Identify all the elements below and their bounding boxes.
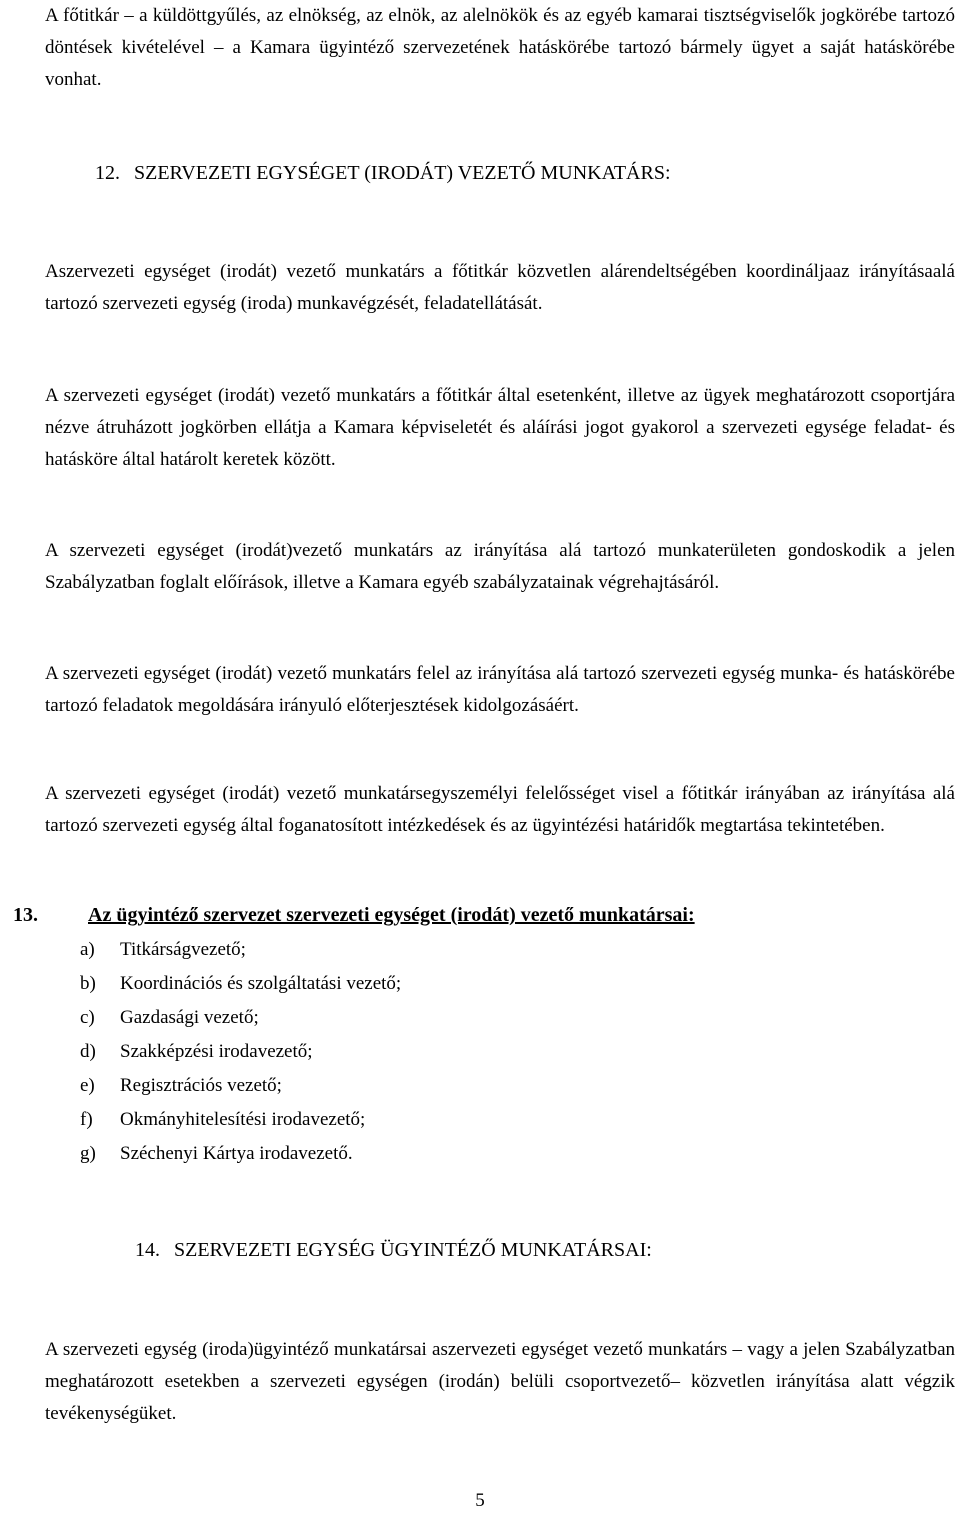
section-12-paragraph-2: A szervezeti egységet (irodát) vezető munkatárs a főtitkár által esetenként, illetve az ügyek meghatározott csoportjára nézve átruházott jogkörben ellátja a Kamara képviseletét és aláírási jogot gyakorol a szervezeti egysége feladat- és hatásköre által határolt keretek között.	[45, 385, 955, 470]
page-number: 5	[475, 1490, 485, 1511]
list-item-text: Regisztrációs vezető;	[120, 1075, 282, 1096]
list-item-text: Gazdasági vezető;	[120, 1007, 259, 1028]
section-12-title: SZERVEZETI EGYSÉGET (IRODÁT) VEZETŐ MUNKATÁRS:	[134, 162, 671, 184]
list-item-text: Titkárságvezető;	[120, 939, 246, 960]
list-item	[80, 1069, 401, 1103]
section-12-number: 12.	[95, 162, 120, 184]
section-14-paragraph: A szervezeti egység (iroda)ügyintéző munkatársai aszervezeti egységet vezető munkatárs – vagy a jelen Szabályzatban meghatározott esetekben a szervezeti egységen (irodán) belüli csoportvezető– közvetlen irányítása alatt végzik tevékenységüket.	[45, 1339, 955, 1424]
section-12-paragraph-4: A szervezeti egységet (irodát) vezető munkatárs felel az irányítása alá tartozó szervezeti egység munka- és hatáskörébe tartozó feladatok megoldására irányuló előterjesztések kidolgozásáért.	[45, 663, 955, 716]
list-marker: d)	[80, 1041, 96, 1062]
list-item	[80, 1001, 401, 1035]
list-item-text: Szakképzési irodavezető;	[120, 1041, 313, 1062]
list-item	[80, 1103, 401, 1137]
list-item	[80, 1137, 401, 1171]
section-12-paragraph-5: A szervezeti egységet (irodát) vezető munkatársegyszemélyi felelősséget visel a főtitkár irányában az irányítása alá tartozó szervezeti egység által foganatosított intézkedések és az ügyintézési határidők megtartása tekintetében.	[45, 783, 955, 836]
list-marker: a)	[80, 939, 95, 960]
section-14-number: 14.	[135, 1239, 160, 1261]
section-13-list	[80, 933, 401, 1171]
section-13-heading	[13, 903, 695, 927]
list-marker: c)	[80, 1007, 95, 1028]
list-item	[80, 967, 401, 1001]
list-marker: b)	[80, 973, 96, 994]
list-item	[80, 933, 401, 967]
list-item-text: Okmányhitelesítési irodavezető;	[120, 1109, 366, 1130]
list-item-text: Széchenyi Kártya irodavezető.	[120, 1143, 353, 1164]
list-item-text: Koordinációs és szolgáltatási vezető;	[120, 973, 402, 994]
section-14-heading	[135, 1238, 652, 1262]
section-13-title: Az ügyintéző szervezet szervezeti egységet (irodát) vezető munkatársai:	[88, 904, 695, 926]
section-13-number: 13.	[13, 904, 38, 926]
list-item	[80, 1035, 401, 1069]
list-marker: f)	[80, 1109, 93, 1130]
list-marker: e)	[80, 1075, 95, 1096]
section-12-paragraph-1: Aszervezeti egységet (irodát) vezető munkatárs a főtitkár közvetlen alárendeltségében koordináljaaz irányításaalá tartozó szervezeti egység (iroda) munkavégzését, feladatellátását.	[45, 261, 955, 314]
list-marker: g)	[80, 1143, 96, 1164]
section-12-heading	[95, 161, 671, 185]
intro-paragraph: A főtitkár – a küldöttgyűlés, az elnökség, az elnök, az alelnökök és az egyéb kamarai tisztségviselők jogkörébe tartozó döntések kivételével – a Kamara ügyintéző szervezetének hatáskörébe tartozó bármely ügyet a saját hatáskörébe vonhat.	[45, 5, 955, 90]
section-12-paragraph-3: A szervezeti egységet (irodát)vezető munkatárs az irányítása alá tartozó munkaterületen gondoskodik a jelen Szabályzatban foglalt előírások, illetve a Kamara egyéb szabályzatainak végrehajtásáról.	[45, 540, 955, 593]
section-14-title: SZERVEZETI EGYSÉG ÜGYINTÉZŐ MUNKATÁRSAI:	[174, 1239, 652, 1261]
